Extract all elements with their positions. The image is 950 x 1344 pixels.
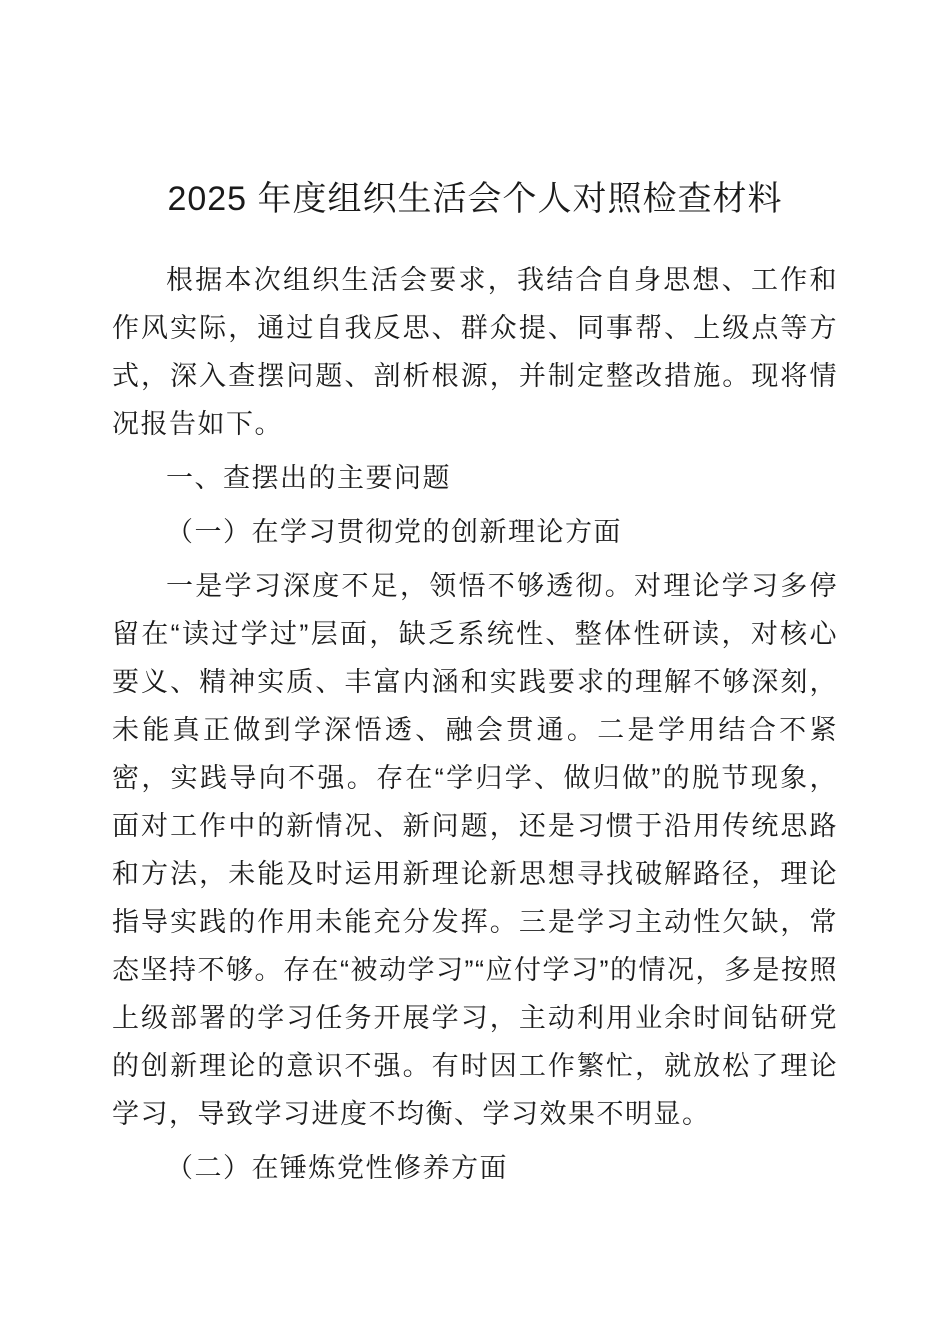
subsection-heading-innovation-theory: （一）在学习贯彻党的创新理论方面 — [166, 517, 622, 547]
problems-detail-paragraph: 一是学习深度不足，领悟不够透彻。对理论学习多停留在“读过学过”层面，缺乏系统性、整体性研读，对核心要义、精神实质、丰富内涵和实践要求的理解不够深刻，未能真正做到学深悟透、融会贯通。二是学用结合不紧密，实践导向不强。存在“学归学、做归做”的脱节现象，面对工作中的新情况、新问题，还是习惯于沿用传统思路和方法，未能及时运用新理论新思想寻找破解路径，理论指导实践的作用未能充分发挥。三是学习主动性欠缺，常态坚持不够。存在“被动学习”“应付学习”的情况，多是按照上级部署的学习任务开展学习，主动利用业余时间钻研党的创新理论的意识不强。有时因工作繁忙，就放松了理论学习，导致学习进度不均衡、学习效果不明显。 — [112, 571, 838, 1129]
subsection-heading-party-spirit: （二）在锤炼党性修养方面 — [166, 1153, 508, 1183]
section-heading-main-problems: 一、查摆出的主要问题 — [166, 463, 451, 493]
intro-paragraph: 根据本次组织生活会要求，我结合自身思想、工作和作风实际，通过自我反思、群众提、同事帮、上级点等方式，深入查摆问题、剖析根源，并制定整改措施。现将情况报告如下。 — [112, 265, 838, 439]
document-title: 2025 年度组织生活会个人对照检查材料 — [167, 180, 783, 218]
